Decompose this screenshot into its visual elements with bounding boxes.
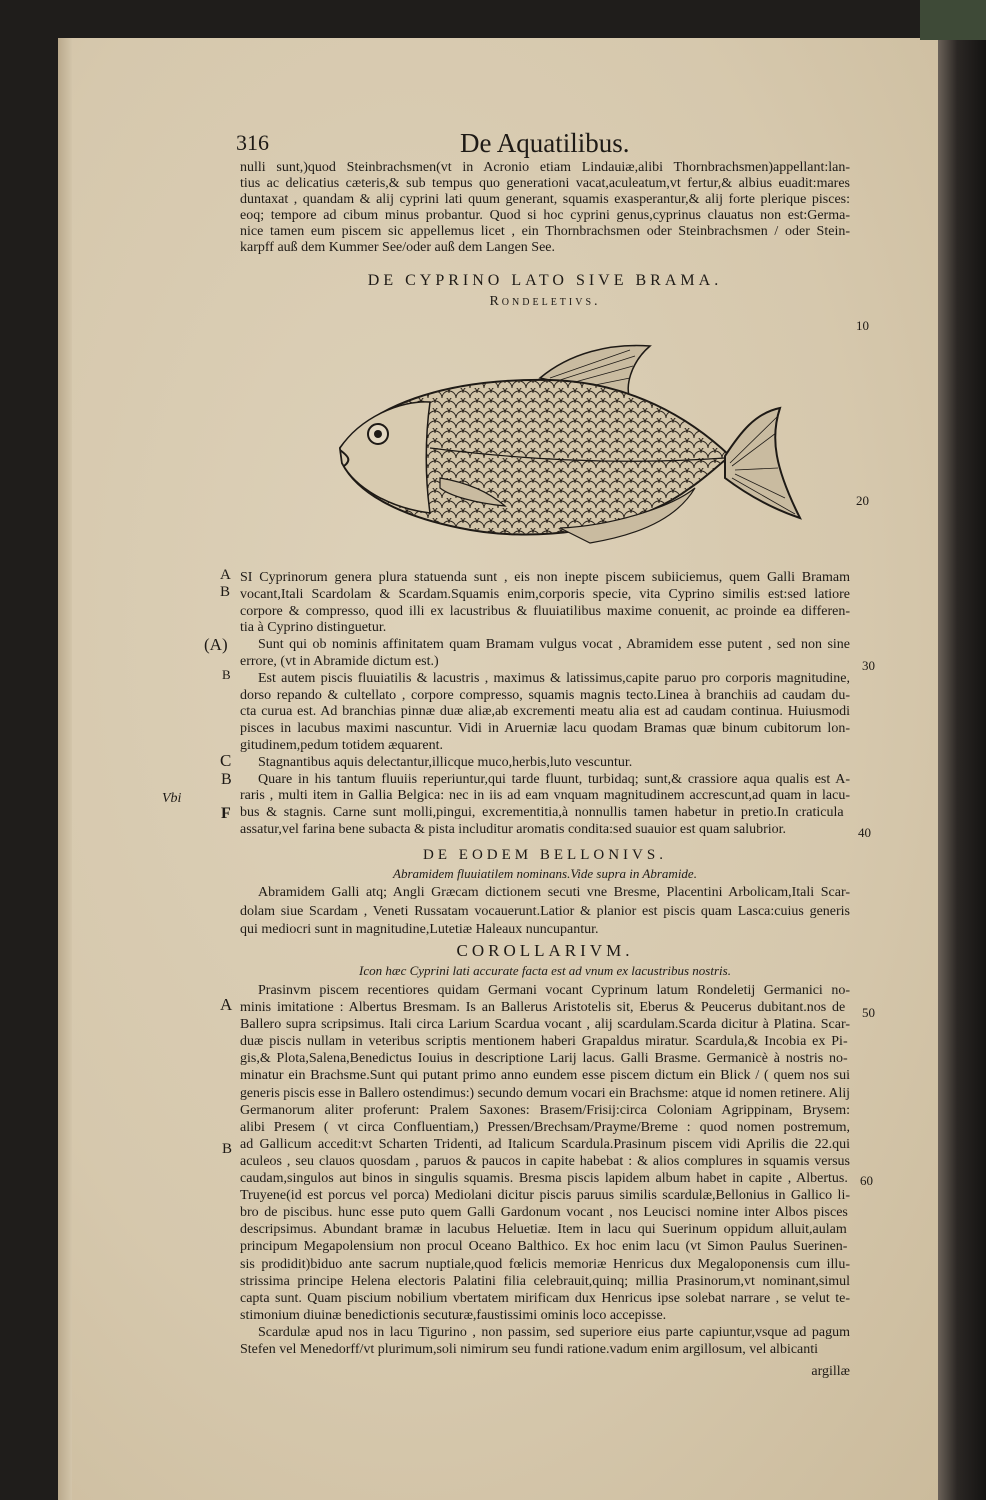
text-line-content: bus & stagnis. Carne sunt molli,pingui, excrementitia,à nonnullis tamen habetur in pretio.In craticula: [240, 805, 844, 821]
margin-letter: C: [220, 751, 232, 770]
text-line: [240, 240, 850, 256]
text-line: [240, 1170, 850, 1187]
section2-text: [240, 884, 850, 940]
margin-letter: (A): [204, 635, 228, 654]
text-line-content: Sunt qui ob nominis affinitatem quam Bramam vulgus vocat , Abramidem esse putent , sed non sine: [258, 637, 850, 653]
text-line: [240, 604, 850, 621]
text-line-content: descripsimus. Abundant bramæ in lacubus Heluetiæ. Item in lacu qui Suerinum oppidum alluit,aulam: [240, 1222, 847, 1238]
text-line-content: stimonium diuinæ benedictionis secuturæ,faustissimi ominis loco accepisse.: [240, 1307, 667, 1323]
text-line-content: gis,& Plota,Salena,Benedictus Iouius in descriptione Larij lacus. Galli Brasme. Germanicè à nostris no-: [240, 1051, 848, 1067]
book-gutter: [938, 0, 986, 1500]
text-line-content: qui mediocri sunt in magnitudine,Lutetiæ Haleaux nuncupantur.: [240, 922, 599, 937]
text-line-content: Stefen vel Menedorff/vt plurimum,soli nimirum seu fundi ratione.vadum enim argillosum, vel albicanti: [240, 1341, 819, 1357]
text-line-content: capta sunt. Quam piscium nobilium vbertatem mirificam dux Henricus ipse solebat narrare , se velut te-: [240, 1290, 850, 1306]
page-number: 316: [236, 130, 269, 155]
text-line: [240, 570, 850, 587]
text-line-content: bro de piscibus. hunc esse puto quem Galli Gardonum vocant , nos Leucisci nomine inter Albos pisces: [240, 1205, 848, 1221]
section-author: Rondeletivs.: [489, 294, 601, 309]
text-line-content: dorso repando & cultellato , corpore compresso, squamis magnis tecto.Linea à branchiis ad caudam du-: [240, 687, 850, 703]
text-line: [240, 738, 850, 755]
text-line: [240, 1290, 850, 1307]
text-line: [240, 1221, 850, 1238]
text-line-content: Quare in his tantum fluuiis reperiuntur,qui tarde fluunt, turbidaq; sunt,& crassiore aqua qualis est A-: [258, 771, 850, 787]
text-line-content: tius ac delicatius cæteris,& sub tempus quo generationi vacat,aculeatum,vt fertur,& albius euadit:mares: [240, 176, 850, 191]
text-line: [240, 1085, 850, 1102]
margin-letter: B: [220, 584, 231, 600]
section1-text: [240, 570, 850, 839]
text-line-content: minatur ein Brachsme.Sunt qui putant primo anno eundem esse piscem dictum ein Blick / ( quem nos sui: [240, 1068, 850, 1084]
text-line-content: sis prodidit)biduo ante sacrum nuptiale,quod fœlicis memoriæ Henricus dux Megaloponensis cum illu-: [240, 1256, 850, 1272]
text-line: [240, 704, 850, 721]
opening-text: [240, 160, 850, 256]
text-line: [240, 671, 850, 688]
text-line-content: Stagnantibus aquis delectantur,illicque muco,herbis,luto vescuntur.: [258, 754, 633, 770]
text-line-content: principum Megapolensium non procul Oceano Balthico. Ex hoc enim lacu (vt Simon Paulus Suerinen-: [240, 1239, 848, 1255]
margin-letter: A: [220, 995, 233, 1014]
margin-letter: B: [222, 1141, 233, 1157]
text-line-content: alibi Presem ( vt circa Confluentiam,) Pressen/Brechsam/Prayme/Breme : quod nomen postremum,: [240, 1119, 850, 1135]
line-number: 20: [856, 493, 869, 508]
text-line-content: caudam,singulos aut binos in singulis squamis. Bresma piscis lapidem album habet in capite , Albertus.: [240, 1171, 848, 1187]
margin-letter: F: [221, 805, 231, 822]
text-line: [240, 587, 850, 604]
text-line-content: assatur,vel farina bene subacta & pista includitur aromatis condita:sed suauior est quam salubrior.: [240, 821, 787, 837]
text-line: [240, 654, 850, 671]
text-line: [240, 1204, 850, 1221]
text-line: [240, 160, 850, 176]
margin-letter: B: [221, 771, 232, 788]
text-line: [240, 755, 850, 772]
line-number: 50: [862, 1005, 875, 1020]
line-number: 10: [856, 318, 869, 333]
text-line: [240, 1033, 850, 1050]
text-line-content: minis imitatione : Albertus Bresmam. Is an Ballerus Aristotelis sit, Eberus & Peucerus dubitant.nos de: [240, 1000, 846, 1016]
text-line: [240, 1102, 850, 1119]
text-line: [240, 1136, 850, 1153]
fish-head: [340, 402, 430, 513]
text-line: [240, 1050, 850, 1067]
text-line-content: raris , multi item in Gallia Belgica: nec in iis ad eam vnquam magnitudinem accrescunt,ad quam in lacu-: [240, 788, 850, 804]
margin-note-vbi: Vbi: [162, 791, 182, 806]
text-line-content: Ballero supra scripsimus. Itali circa Larium Scardua vocant , alij scardulam.Scarda dicitur à Platina. Scar-: [240, 1017, 850, 1033]
text-line-content: Abramidem Galli atq; Angli Græcam dictionem secuti vne Bresme, Placentini Arbolicam,Itali Scar-: [258, 885, 850, 900]
fish-illustration: [330, 338, 810, 553]
text-line-content: Truyene(id est porcus vel porca) Mediolani dicitur piscis paruus similis scardulæ,Bellonius in Gallico li-: [240, 1188, 850, 1204]
margin-letter: A: [220, 567, 231, 583]
section3-text: [240, 982, 850, 1358]
text-line-content: errore, (vt in Abramide dictum est.): [240, 653, 439, 669]
text-line-content: gitudinem,pedum totidem æquarent.: [240, 737, 443, 753]
line-number: 60: [860, 1173, 873, 1188]
text-line: [240, 1324, 850, 1341]
section-title: DE CYPRINO LATO SIVE BRAMA.: [367, 272, 723, 289]
text-line-content: corpore & compresso, quod illi ex lacustribus & fluuiatilibus maxime conuenit, ac proinde ea differen-: [240, 603, 850, 619]
text-line-content: duæ piscis nullam in veteribus scriptis mentionem haberi Grapaldus miratur. Scardula,& Incobia ex Pi-: [240, 1034, 848, 1050]
text-line: [240, 208, 850, 224]
text-line-content: aculeos , seu clauos quosdam , paruos & paucos in capite habebat : & alios complures in squamis versus: [240, 1153, 850, 1169]
text-line-content: duntaxat , quandam & alij cyprini lati quum generant, squamis exasperantur,& alij forte plerique pisces:: [240, 192, 850, 207]
text-line: [240, 903, 850, 922]
text-line-content: nulli sunt,)quod Steinbrachsmen(vt in Acronio etiam Lindauiæ,alibi Thornbrachsmen)appellant:lan-: [240, 160, 850, 175]
text-line-content: SI Cyprinorum genera plura statuenda sunt , eis non inepte piscem subiiciemus, quem Galli Bramam: [240, 570, 850, 585]
text-line: [240, 822, 850, 839]
book-cover-corner: [920, 0, 986, 40]
running-title: De Aquatilibus.: [460, 128, 630, 158]
text-line-content: Germanorum aliter proferunt: Pralem Saxones: Brasem/Frisij:circa Coloniam Agrippinam, Brysem:: [240, 1102, 850, 1118]
text-line: [240, 884, 850, 903]
catchword: argillæ: [811, 1364, 850, 1379]
text-line: [240, 999, 850, 1016]
text-line: [240, 921, 850, 940]
text-line-content: Est autem piscis fluuiatilis & lacustris , maximus & latissimus,capite paruo pro corporis magnitudine,: [258, 670, 850, 686]
text-line: [240, 772, 850, 789]
text-line-content: strissima principe Helena electoris Palatini filia celebrauit,quinq; millia Prasinorum,vt nominant,simul: [240, 1273, 850, 1289]
text-line: [240, 1273, 850, 1290]
text-line: [240, 1238, 850, 1255]
section-title: DE EODEM BELLONIVS.: [423, 847, 667, 863]
text-line: [240, 1256, 850, 1273]
line-number: 40: [858, 825, 871, 840]
text-line: [240, 1016, 850, 1033]
text-line-content: Prasinvm piscem recentiores quidam Germani vocant Cyprinum latum Rondeletij Germanici no-: [258, 983, 850, 998]
text-line: [240, 1067, 850, 1084]
text-line: [240, 982, 850, 999]
section-subtitle: Abramidem fluuiatilem nominans.Vide supra in Abramide.: [393, 866, 697, 881]
text-line-content: pisces in lacubus maximi nascuntur. Vidi in Aruerniæ lacu quodam Bramas quæ binum cubitorum lon-: [240, 721, 850, 737]
section-title: COROLLARIVM.: [456, 941, 634, 960]
text-line: [240, 688, 850, 705]
text-line: [240, 620, 850, 637]
text-line-content: vocant,Itali Scardolam & Scardam.Squamis enim,corporis specie, vita Cyprino similis est:sed latiore: [240, 586, 850, 602]
text-line-content: eoq; tempore ad cibum minus probantur. Quod si hoc cyprini genus,cyprinus clauatus non est:Germa-: [240, 208, 850, 223]
section-subtitle: Icon hæc Cyprini lati accurate facta est ad vnum ex lacustribus nostris.: [359, 963, 731, 978]
text-line: [240, 224, 850, 240]
text-line-content: generis piscis esse in Ballero ostendimus:) secundo demum vocari ein Brachsme: atque id nomen retinere. Alij: [240, 1085, 850, 1101]
text-line-content: ad Gallicum accedit:vt Scharten Tridenti, ad Italicum Scardula.Prasinum piscem vidi Aprilis die 22.qui: [240, 1136, 850, 1152]
text-line-content: cta curua est. Ad branchias pinnæ duæ aliæ,ab excrementi meatu alia est ad caudam continua. Huiusmodi: [240, 704, 850, 720]
text-line: [240, 1187, 850, 1204]
text-line: [240, 1307, 850, 1324]
text-line: [240, 192, 850, 208]
text-line-content: Scardulæ apud nos in lacu Tigurino , non passim, sed superiore eius parte capiuntur,vsque ad pagum: [258, 1324, 850, 1340]
text-line: [240, 721, 850, 738]
text-line: [240, 1119, 850, 1136]
text-line: [240, 805, 850, 822]
text-line: [240, 176, 850, 192]
text-line-content: dolam siue Scardam , Veneti Russatam vocauerunt.Latior & planior est piscis quam Lasca:cuius generis: [240, 903, 850, 919]
page-edge: [58, 38, 72, 1500]
text-line-content: nice tamen eum piscem sic appellemus licet , ein Thornbrachsmen oder Steinbrachsmen / oder Stein-: [240, 224, 850, 239]
line-number: 30: [862, 658, 875, 673]
margin-letter: B: [222, 667, 231, 682]
text-line: [240, 1341, 850, 1358]
text-line-content: karpff auß dem Kummer See/oder auß dem Langen See.: [240, 240, 556, 255]
text-line: [240, 788, 850, 805]
text-line-content: tia à Cyprino distinguetur.: [240, 620, 387, 636]
text-line: [240, 637, 850, 654]
text-line: [240, 1153, 850, 1170]
